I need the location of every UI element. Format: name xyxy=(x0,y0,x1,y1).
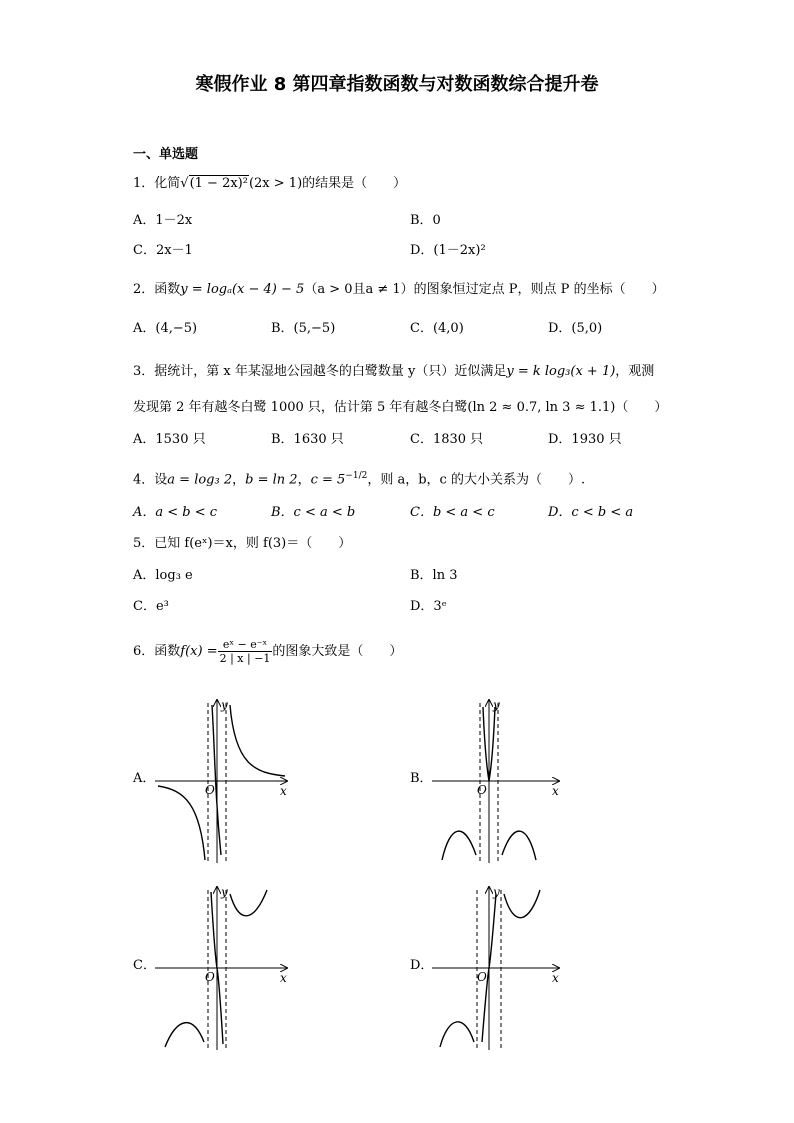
page-title: 寒假作业 8 第四章指数函数与对数函数综合提升卷 xyxy=(195,74,599,95)
x-label: x xyxy=(280,784,287,798)
q4-a-def: a = log₃ 2 xyxy=(167,472,233,488)
origin-label: O xyxy=(477,783,487,797)
q3-line1-end: ，观测 xyxy=(615,364,655,379)
origin-label: O xyxy=(477,970,487,984)
section-heading: 一、单选题 xyxy=(133,147,199,162)
q4-option-d[interactable] xyxy=(548,505,633,521)
q6-option-c[interactable]: C． xyxy=(133,958,156,973)
q3-formula: y = k log₃(x + 1) xyxy=(506,364,616,379)
q4-suffix: ，则 a，b，c 的大小关系为（ ）. xyxy=(367,472,586,488)
q4-option-a[interactable] xyxy=(133,505,217,521)
q1-option-b[interactable]: B．0 xyxy=(410,213,441,228)
curve-right xyxy=(230,890,267,916)
q4-c-def: c = 5 xyxy=(310,472,346,488)
q4-c-exponent: −1/2 xyxy=(345,471,368,481)
q6-numerator: eˣ − e⁻ˣ xyxy=(218,638,273,652)
q3-option-c[interactable]: C．1830 只 xyxy=(410,432,484,447)
y-label: y xyxy=(221,698,228,712)
q4-prefix: 4．设 xyxy=(133,472,168,488)
x-label: x xyxy=(552,784,559,798)
q2-function: y = logₐ(x − 4) − 5 xyxy=(180,282,305,297)
q2-option-d[interactable]: D．(5,0) xyxy=(548,321,603,336)
graph-b[interactable] xyxy=(432,695,567,865)
y-label: y xyxy=(493,698,500,712)
x-label: x xyxy=(552,971,559,985)
q5-option-b[interactable]: B．ln 3 xyxy=(410,568,458,583)
curve-right xyxy=(502,831,536,860)
curve-left xyxy=(442,831,476,860)
question-6-stem xyxy=(133,637,402,667)
q1-option-a[interactable]: A．1－2x xyxy=(133,213,193,228)
curve-right xyxy=(504,890,540,918)
q1-suffix: 的结果是（ ） xyxy=(302,176,407,191)
curve-left xyxy=(158,786,205,860)
q6-option-d[interactable]: D． xyxy=(410,958,434,973)
q1-radicand: (1 − 2x)² xyxy=(189,176,248,191)
q2-option-a[interactable]: A．(4,−5) xyxy=(133,321,198,336)
q5-option-d[interactable]: D．3ᵉ xyxy=(410,599,447,614)
q4-b-def: b = ln 2 xyxy=(245,472,298,488)
q6-suffix: 的图象大致是（ ） xyxy=(272,644,403,659)
q1-option-c[interactable]: C．2x－1 xyxy=(133,243,193,258)
question-3-stem-line2 xyxy=(133,400,667,416)
q4-option-a-text: A．a < b < c xyxy=(133,505,218,520)
q2-condition: （a > 0且a ≠ 1） xyxy=(304,282,414,297)
q3-option-d[interactable]: D．1930 只 xyxy=(548,432,622,447)
q3-line1-text: 3．据统计，第 x 年某湿地公园越冬的白鹭数量 y（只）近似满足 xyxy=(133,364,507,379)
q1-prefix: 1．化简 xyxy=(133,176,181,191)
question-1-stem xyxy=(133,176,406,192)
graph-d[interactable] xyxy=(432,882,567,1052)
q3-line2-text: 发现第 2 年有越冬白鹭 1000 只，估计第 5 年有越冬白鹭 xyxy=(133,400,468,415)
sqrt-icon: √ xyxy=(180,176,189,191)
q6-fraction xyxy=(218,638,273,665)
q2-suffix: 的图象恒过定点 P，则点 P 的坐标（ ） xyxy=(413,282,665,297)
q3-option-a[interactable]: A．1530 只 xyxy=(133,432,206,447)
graph-c[interactable] xyxy=(155,882,300,1052)
q1-option-d[interactable]: D．(1－2x)² xyxy=(410,243,486,258)
origin-label: O xyxy=(205,970,215,984)
q5-option-a[interactable]: A．log₃ e xyxy=(133,568,193,583)
q3-hint: (ln 2 ≈ 0.7, ln 3 ≈ 1.1) xyxy=(467,400,616,415)
q6-lhs: f(x) = xyxy=(180,644,218,659)
q3-line2-end: （ ） xyxy=(615,400,668,415)
q6-option-b[interactable]: B． xyxy=(410,771,433,786)
x-label: x xyxy=(280,971,287,985)
q4-option-b-text: B．c < a < b xyxy=(271,505,356,520)
q4-option-c-text: C．b < a < c xyxy=(410,505,495,520)
y-label: y xyxy=(221,885,228,899)
y-label: y xyxy=(493,885,500,899)
q4-option-b[interactable] xyxy=(271,505,355,521)
question-5-stem: 5．已知 f(eˣ)＝x，则 f(3)＝（ ） xyxy=(133,536,352,551)
q6-option-a[interactable]: A． xyxy=(133,771,156,786)
q2-option-b[interactable]: B．(5,−5) xyxy=(271,321,336,336)
q4-option-d-text: D．c < b < a xyxy=(548,505,634,520)
graph-a[interactable] xyxy=(155,695,300,865)
q5-option-c[interactable]: C．e³ xyxy=(133,599,169,614)
q3-option-b[interactable]: B．1630 只 xyxy=(271,432,344,447)
q6-denominator: 2 | x | −1 xyxy=(219,652,271,665)
origin-label: O xyxy=(205,783,215,797)
q4-option-c[interactable] xyxy=(410,505,495,521)
curve-right xyxy=(230,705,285,776)
q1-condition: (2x > 1) xyxy=(248,176,303,191)
curve-left xyxy=(440,1022,474,1047)
q2-prefix: 2．函数 xyxy=(133,282,181,297)
question-4-stem: 4．设a = log₃ 2，b = ln 2，$c = 5^{-1/2}$，则 a，b，c 的大小关系为（ ）. xyxy=(133,471,586,488)
q6-prefix: 6．函数 xyxy=(133,644,181,659)
question-2-stem xyxy=(133,282,665,298)
curve-left xyxy=(165,1023,204,1047)
q2-option-c[interactable]: C．(4,0) xyxy=(410,321,464,336)
question-3-stem-line1 xyxy=(133,364,654,380)
